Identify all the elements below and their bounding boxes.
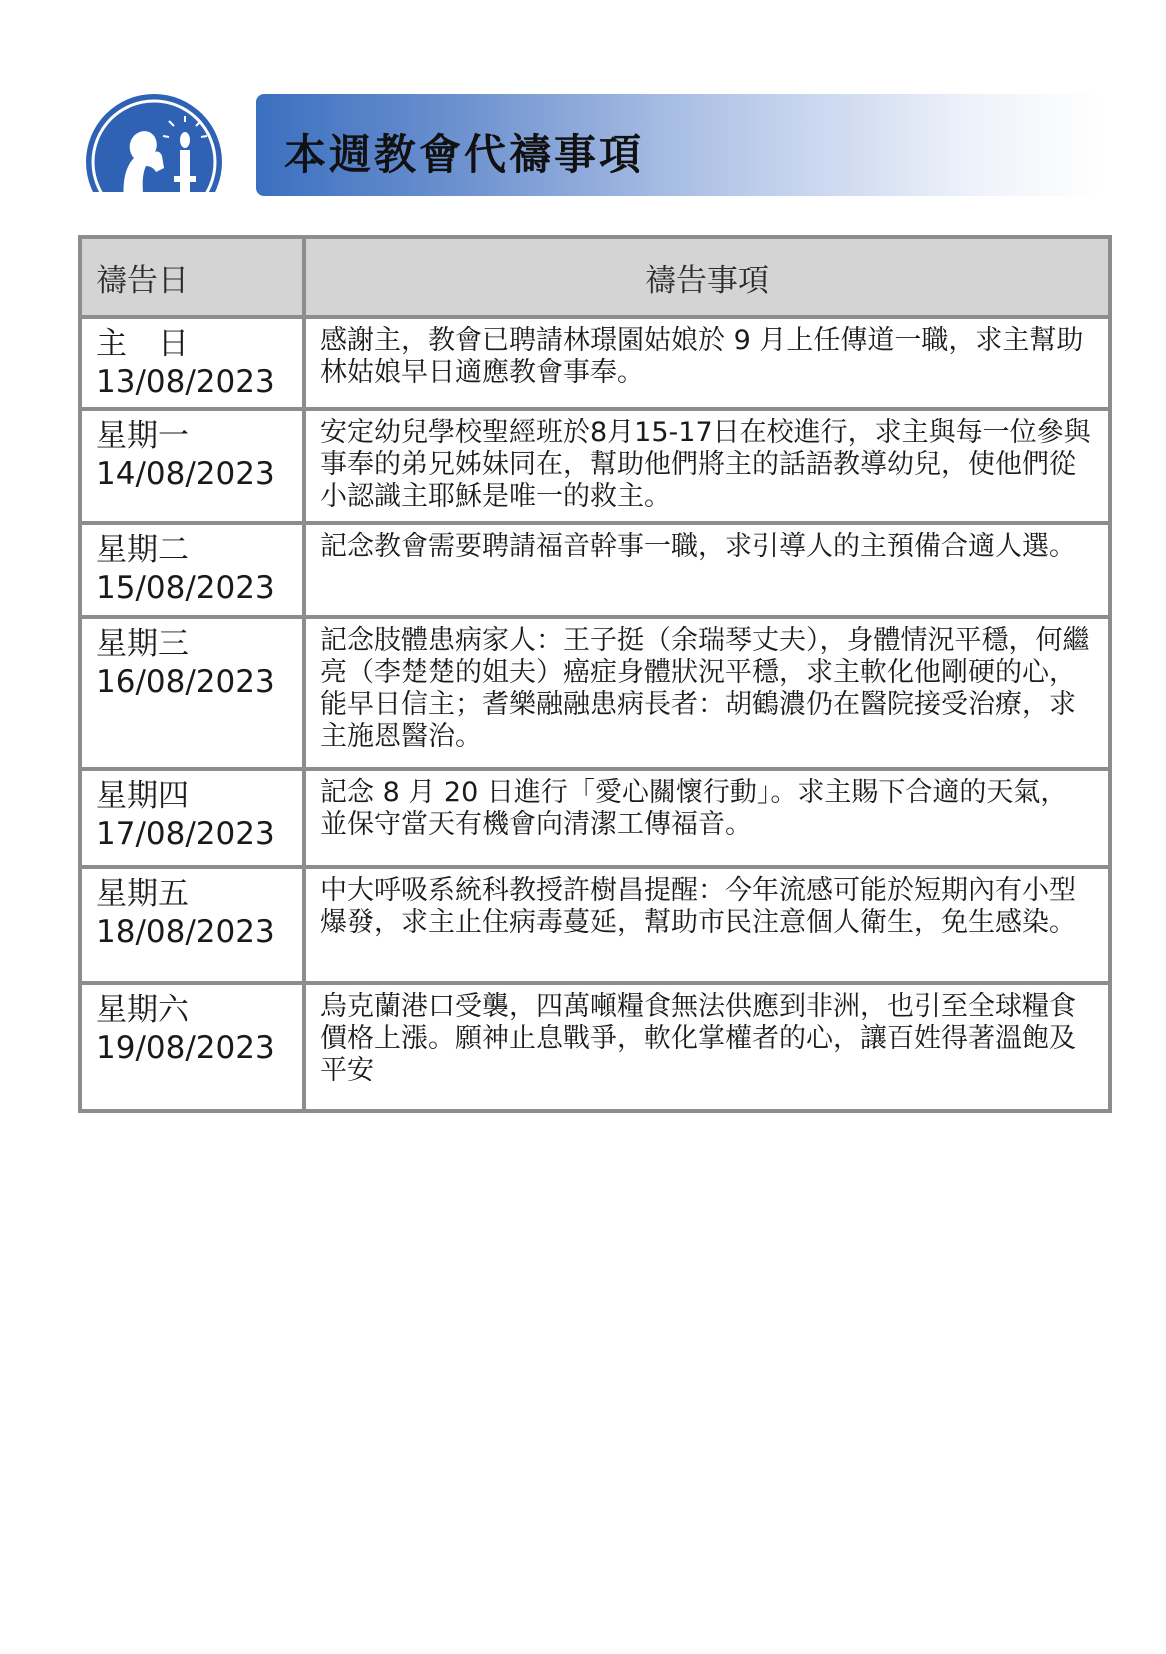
table-header-row — [80, 237, 1110, 317]
prayer-note: 記念 8 月 20 日進行「愛心關懷行動」。求主賜下合適的天氣，並保守當天有機會向清潔工傳福音。 — [304, 769, 1110, 867]
date-label: 19/08/2023 — [96, 1030, 275, 1066]
weekday-label: 星期一 — [96, 418, 189, 454]
prayer-note: 記念肢體患病家人：王子挺（余瑞琴丈夫），身體情況平穩，何繼亮（李楚楚的姐夫）癌症身體狀況平穩，求主軟化他剛硬的心，能早日信主；耆樂融融患病長者：胡鶴濃仍在醫院接受治療，求主施恩醫治。 — [304, 617, 1110, 769]
day-cell — [80, 867, 304, 983]
table-row — [80, 867, 1110, 983]
weekday-label: 主 日 — [96, 326, 189, 362]
weekday-label: 星期二 — [96, 532, 189, 568]
date-label: 16/08/2023 — [96, 664, 275, 700]
day-cell — [80, 523, 304, 617]
table-row — [80, 409, 1110, 523]
prayer-note: 中大呼吸系統科教授許樹昌提醒：今年流感可能於短期內有小型爆發，求主止住病毒蔓延，幫助市民注意個人衛生，免生感染。 — [304, 867, 1110, 983]
date-label: 13/08/2023 — [96, 364, 275, 400]
column-header-prayer-day: 禱告日 — [80, 237, 304, 317]
table-row — [80, 523, 1110, 617]
prayer-note: 感謝主，教會已聘請林璟園姑娘於 9 月上任傳道一職，求主幫助林姑娘早日適應教會事奉。 — [304, 317, 1110, 409]
weekday-label: 星期四 — [96, 778, 189, 814]
table-row — [80, 983, 1110, 1111]
title-banner — [256, 94, 1102, 196]
prayer-note: 記念教會需要聘請福音幹事一職，求引導人的主預備合適人選。 — [304, 523, 1110, 617]
praying-figure-candle-logo-icon — [84, 92, 234, 196]
table-row — [80, 769, 1110, 867]
day-cell — [80, 769, 304, 867]
date-label: 18/08/2023 — [96, 914, 275, 950]
table-row — [80, 617, 1110, 769]
day-cell — [80, 617, 304, 769]
date-label: 14/08/2023 — [96, 456, 275, 492]
date-label: 15/08/2023 — [96, 570, 275, 606]
day-cell — [80, 409, 304, 523]
page-title: 本週教會代禱事項 — [284, 130, 645, 179]
weekday-label: 星期六 — [96, 992, 189, 1028]
date-label: 17/08/2023 — [96, 816, 275, 852]
weekday-label: 星期三 — [96, 626, 189, 662]
page-header — [84, 92, 1104, 196]
column-header-prayer-items: 禱告事項 — [304, 237, 1110, 317]
prayer-note: 安定幼兒學校聖經班於8月15-17日在校進行，求主與每一位參與事奉的弟兄姊妹同在，幫助他們將主的話語教導幼兒，使他們從小認識主耶穌是唯一的救主。 — [304, 409, 1110, 523]
prayer-note: 烏克蘭港口受襲，四萬噸糧食無法供應到非洲，也引至全球糧食價格上漲。願神止息戰爭，軟化掌權者的心，讓百姓得著溫飽及平安 — [304, 983, 1110, 1111]
day-cell — [80, 983, 304, 1111]
weekday-label: 星期五 — [96, 876, 189, 912]
day-cell — [80, 317, 304, 409]
prayer-table — [78, 235, 1112, 1113]
table-row — [80, 317, 1110, 409]
